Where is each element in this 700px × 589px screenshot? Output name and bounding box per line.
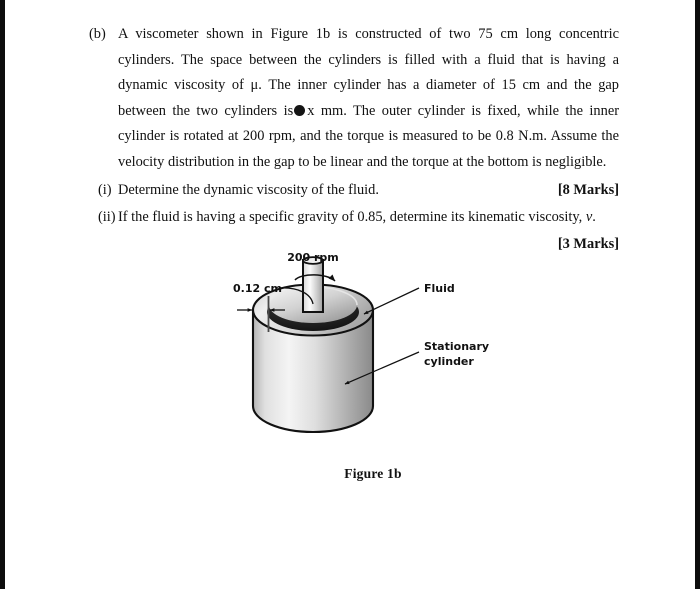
question-marker: (b) (89, 26, 106, 42)
question-item-i (89, 178, 619, 204)
item-i-text: Determine the dynamic viscosity of the fluid. (118, 181, 379, 198)
question-text-after-redaction: x mm. The outer cylinder is fixed, while the inner cylinder is rotated at 200 rpm, and the torque is measured to be 0.8 N.m. Assume the velocity distribution in the gap to be linear and the torque at the bottom is negligible. (118, 102, 619, 170)
label-stationary-line1: Stationary (424, 340, 490, 353)
item-i-marks: [8 Marks] (557, 181, 619, 198)
document-page (5, 0, 695, 589)
figure-caption: Figure 1b (344, 466, 402, 481)
item-ii-marker: (ii) (98, 209, 116, 226)
item-ii-marks: [3 Marks] (557, 235, 619, 252)
scan-edge-left (0, 0, 5, 589)
question-paragraph (89, 22, 619, 176)
item-i-marker: (i) (98, 181, 112, 198)
scan-edge-right (695, 0, 700, 589)
figure-1b (223, 248, 523, 488)
item-ii-symbol: v (585, 209, 593, 226)
question-text-before-redaction: A viscometer shown in Figure 1b is constructed of two 75 cm long concentric cylinders. The space between the cylinders is filled with a fluid that is having a dynamic viscosity of μ. The inner cylinder has a diameter of 15 cm and the gap between the two cylinders is (118, 26, 619, 119)
label-stationary-line2: cylinder (424, 355, 474, 368)
label-gap: 0.12 cm (233, 282, 282, 295)
item-ii-text-tail: . (592, 209, 596, 226)
viscometer-diagram (223, 248, 523, 463)
item-ii-text: If the fluid is having a specific gravity of 0.85, determine its kinematic viscosity, (118, 209, 586, 226)
fluid-label-leader (364, 288, 419, 314)
redaction-dot-icon (294, 105, 305, 116)
label-rpm: 200 rpm (287, 251, 339, 264)
label-fluid: Fluid (424, 282, 455, 295)
question-block (89, 22, 619, 257)
question-item-ii (89, 205, 619, 231)
